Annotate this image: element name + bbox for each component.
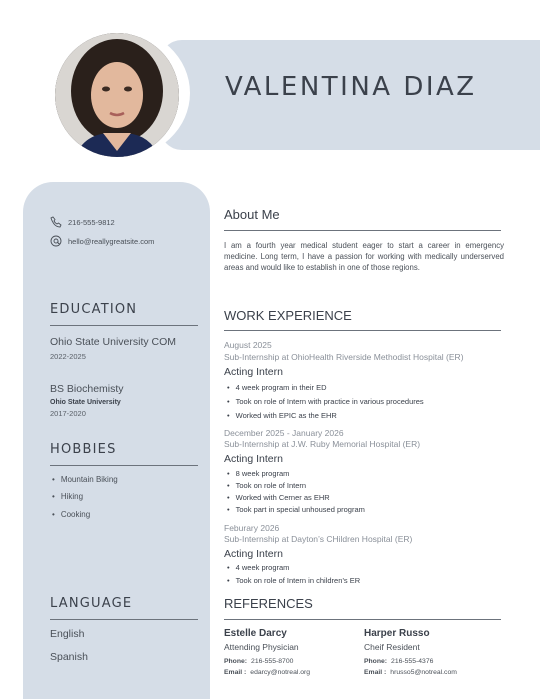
reference-title: Attending Physician bbox=[224, 642, 299, 652]
language-divider bbox=[50, 619, 198, 620]
phone-icon bbox=[50, 216, 62, 228]
job-bullet: • Took on role of Intern bbox=[227, 481, 306, 490]
job-date: Feburary 2026 bbox=[224, 523, 280, 533]
reference-email: Email : hrusso5@notreal.com bbox=[364, 669, 457, 676]
about-heading: About Me bbox=[224, 207, 280, 222]
profile-photo bbox=[55, 33, 179, 157]
about-text: I am a fourth year medical student eager to start a career in emergency medicine. Long term, I have a passion for working with medically underserved areas and would like to establish in one of those regions. bbox=[224, 241, 504, 273]
sidebar bbox=[23, 182, 210, 699]
references-heading: REFERENCES bbox=[224, 596, 313, 611]
education-years: 2017-2020 bbox=[50, 409, 86, 418]
hobby-item: • Hiking bbox=[52, 492, 83, 501]
job-bullet: • 4 week program in their ED bbox=[227, 383, 327, 392]
reference-phone: Phone: 216-555-4376 bbox=[364, 658, 434, 665]
job-date: August 2025 bbox=[224, 340, 272, 350]
hobbies-heading: HOBBIES bbox=[50, 442, 117, 457]
job-date: December 2025 - January 2026 bbox=[224, 428, 344, 438]
education-heading: EDUCATION bbox=[50, 302, 138, 317]
hobbies-divider bbox=[50, 465, 198, 466]
job-role: Acting Intern bbox=[224, 548, 283, 560]
job-bullet: • 4 week program bbox=[227, 563, 289, 572]
job-place: Sub-Internship at Dayton’s CHildren Hospital (ER) bbox=[224, 534, 413, 544]
job-role: Acting Intern bbox=[224, 453, 283, 465]
education-divider bbox=[50, 325, 198, 326]
contact-email bbox=[50, 235, 154, 247]
work-divider bbox=[224, 330, 501, 331]
reference-title: Cheif Resident bbox=[364, 642, 420, 652]
reference-name: Estelle Darcy bbox=[224, 628, 287, 639]
at-sign-icon bbox=[50, 235, 62, 247]
education-title: Ohio State University COM bbox=[50, 336, 177, 348]
education-school: Ohio State University bbox=[50, 399, 121, 406]
education-title: BS Biochemisty bbox=[50, 383, 124, 395]
language-heading: LANGUAGE bbox=[50, 596, 133, 611]
job-role: Acting Intern bbox=[224, 366, 283, 378]
job-bullet: • Took part in special unhoused program bbox=[227, 505, 365, 514]
email-text: hello@reallygreatsite.com bbox=[68, 236, 155, 246]
phone-text: 216-555-9812 bbox=[68, 217, 115, 227]
language-item: Spanish bbox=[50, 651, 88, 663]
job-bullet: • Worked with Cerner as EHR bbox=[227, 493, 330, 502]
reference-email: Email : edarcy@notreal.org bbox=[224, 669, 311, 676]
language-item: English bbox=[50, 628, 85, 640]
job-place: Sub-Internship at J.W. Ruby Memorial Hospital (ER) bbox=[224, 439, 421, 449]
job-bullet: • Worked with EPIC as the EHR bbox=[227, 411, 337, 420]
education-years: 2022-2025 bbox=[50, 352, 86, 361]
job-bullet: • Took on role of Intern with practice in various procedures bbox=[227, 397, 424, 406]
references-divider bbox=[224, 619, 501, 620]
contact-phone bbox=[50, 216, 115, 228]
about-divider bbox=[224, 230, 501, 231]
job-bullet: • Took on role of Intern in children’s ER bbox=[227, 576, 360, 585]
job-place: Sub-Internship at OhioHealth Riverside Methodist Hospital (ER) bbox=[224, 352, 464, 362]
reference-phone: Phone: 216-555-8700 bbox=[224, 658, 294, 665]
hobby-item: • Cooking bbox=[52, 510, 90, 519]
work-heading: WORK EXPERIENCE bbox=[224, 308, 352, 323]
reference-name: Harper Russo bbox=[364, 628, 430, 639]
full-name: VALENTINA DIAZ bbox=[225, 72, 477, 102]
hobby-item: • Mountain Biking bbox=[52, 475, 118, 484]
job-bullet: • 8 week program bbox=[227, 469, 289, 478]
